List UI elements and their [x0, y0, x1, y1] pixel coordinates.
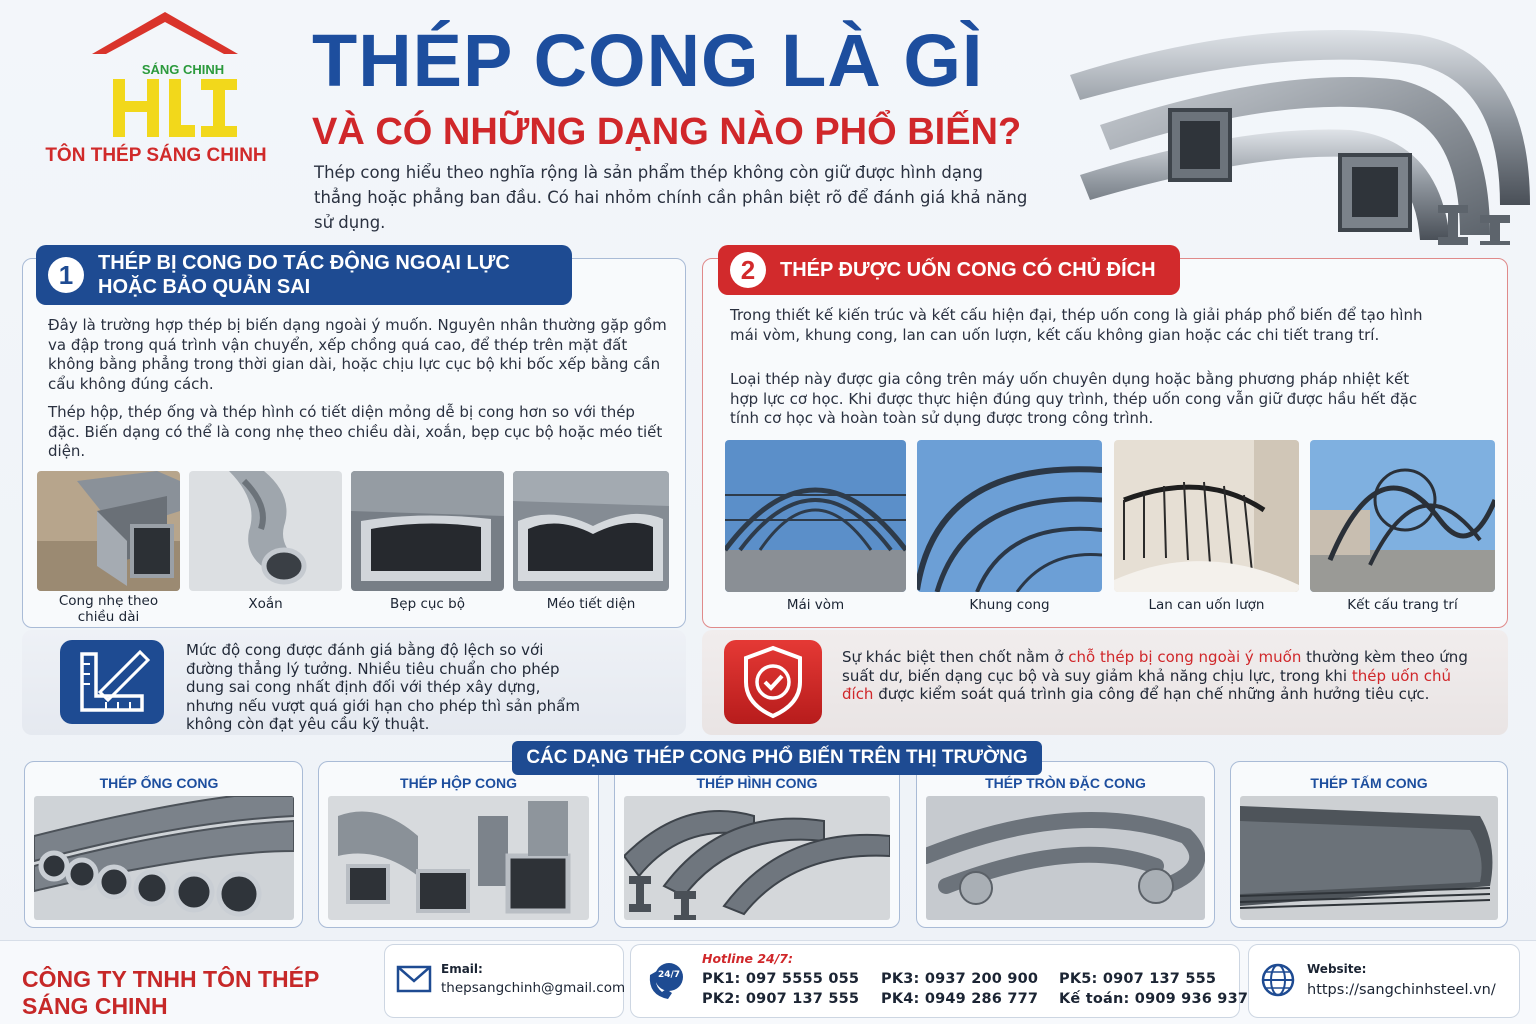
email-label: Email: [441, 962, 483, 976]
section2-number: 2 [730, 252, 766, 288]
phone-accounting-label: Kế toán: [1059, 991, 1130, 1007]
type-label-pipe: THÉP ỐNG CONG [99, 775, 219, 791]
company-logo [30, 10, 275, 166]
section2-paragraph-1: Trong thiết kế kiến trúc và kết cấu hiện đại, thép uốn cong là giải pháp phổ biến để tạo hình mái vòm, khung cong, lan can uốn lượn, kết cấu không gian hoặc các chi tiết trang trí. [730, 306, 1423, 344]
note2-part3: được kiểm soát quá trình gia công để hạn chế những ảnh hưởng tiêu cực. [873, 685, 1430, 703]
section1-header [36, 245, 572, 305]
phone-pk2-number: 0907 137 555 [745, 991, 860, 1007]
logo-company-name: TÔN THÉP SÁNG CHINH [45, 145, 267, 166]
section1-paragraph-1: Đây là trường hợp thép bị biến dạng ngoài ý muốn. Nguyên nhân thường gặp gồm va đập trong quá trình vận chuyển, xếp chồng quá cao, để thép trên mặt đất không bằng phẳng trong thời gian dài, hoặc chịu lực cục bộ khi bốc xếp bằng cần cẩu không đúng cách. [48, 316, 667, 393]
globe-icon [1260, 962, 1296, 998]
phone-24-7-icon [642, 955, 692, 1005]
logo-brand-small: SÁNG CHINH [141, 62, 225, 77]
section2-header [718, 245, 1180, 295]
curved-frame-image [917, 440, 1102, 592]
phone-pk5-number: 0907 137 555 [1102, 971, 1217, 987]
phone-pk4-label: PK4: [881, 991, 920, 1007]
phone-pk3[interactable] [881, 971, 1038, 987]
caption-bent-line2: chiều dài [77, 609, 140, 625]
logo-monogram [105, 73, 245, 141]
type-label-section: THÉP HÌNH CONG [696, 775, 818, 791]
phone-pk5[interactable] [1059, 971, 1216, 987]
phone-pk4-number: 0949 286 777 [924, 991, 1039, 1007]
section1-number: 1 [48, 257, 84, 293]
phone-pk3-number: 0937 200 900 [924, 971, 1039, 987]
phone-pk1-label: PK1: [702, 971, 741, 987]
section1-title-line2: HOẶC BẢO QUẢN SAI [98, 276, 311, 298]
types-heading: CÁC DẠNG THÉP CONG PHỔ BIẾN TRÊN THỊ TRƯỜNG [512, 741, 1042, 775]
shield-check-icon [724, 640, 822, 724]
page-title: THÉP CONG LÀ GÌ [312, 19, 984, 102]
footer-company-name: CÔNG TY TNHH TÔN THÉP SÁNG CHINH [22, 966, 319, 1019]
curved-plate-image [1240, 796, 1498, 920]
image-caption-curved-railing: Lan can uốn lượn [1148, 597, 1265, 613]
curved-box-image [328, 796, 589, 920]
phone-pk2-label: PK2: [702, 991, 741, 1007]
envelope-icon [396, 965, 432, 993]
phone-accounting-number: 0909 936 937 [1134, 991, 1249, 1007]
email-value[interactable]: thepsangchinh@gmail.com [441, 980, 626, 996]
phone-pk1[interactable] [702, 971, 859, 987]
note2-part2: thường kèm theo ứng suất dư, biến dạng cục bộ và suy giảm khả năng chịu lực, trong khi [842, 648, 1468, 685]
phone-pk1-number: 097 5555 055 [745, 971, 860, 987]
caption-bent-line1: Cong nhẹ theo [58, 593, 159, 609]
section2-paragraph-2: Loại thép này được gia công trên máy uốn chuyên dụng hoặc bằng phương pháp nhiệt kết hợp lực cơ học. Khi được thực hiện đúng quy trình, thép uốn cong vẫn giữ được hầu hết đặc tính cơ học và hoàn toàn sử dụng được trong công trình. [730, 370, 1418, 427]
type-label-box: THÉP HỘP CONG [400, 775, 517, 791]
curved-pipe-image [34, 796, 294, 920]
intro-text: Thép cong hiểu theo nghĩa rộng là sản phẩm thép không còn giữ được hình dạng thẳng hoặc phẳng ban đầu. Có hai nhỏm chính cần phân biệt rõ để đánh giá khả năng sử dụng. [314, 163, 1028, 232]
image-caption-dome-roof: Mái vòm [786, 597, 845, 613]
note2-highlight-1: chỗ thép bị cong ngoài ý muốn [1068, 648, 1302, 666]
hotline-label: Hotline 24/7: [702, 951, 793, 966]
twisted-pipe-image [189, 471, 342, 591]
phone-pk5-label: PK5: [1059, 971, 1098, 987]
curved-railing-image [1114, 440, 1299, 592]
roof-icon [90, 10, 240, 60]
phone-pk2[interactable] [702, 991, 859, 1007]
image-caption-bent-lengthwise [37, 593, 180, 625]
section1-title [98, 251, 510, 299]
curved-round-bar-image [926, 796, 1205, 920]
local-dent-image [351, 471, 504, 591]
page-subtitle: VÀ CÓ NHỮNG DẠNG NÀO PHỔ BIẾN? [312, 111, 1022, 153]
deformed-section-image [513, 471, 669, 591]
type-label-round-bar: THÉP TRÒN ĐẶC CONG [985, 775, 1146, 791]
note2-part1: Sự khác biệt then chốt nằm ở [842, 648, 1069, 666]
section1-note-text: Mức độ cong được đánh giá bằng độ lệch so với đường thẳng lý tưởng. Nhiều tiêu chuẩn cho phép dung sai cong nhất định đối với thép xây dựng, nhưng nếu vượt quá giới hạn cho phép thì sản phẩm không còn đạt yêu cầu kỹ thuật. [186, 641, 580, 733]
ruler-square-icon [60, 640, 164, 724]
image-caption-twisted: Xoắn [248, 596, 283, 612]
section1-paragraph-2: Thép hộp, thép ống và thép hình có tiết diện mỏng dễ bị cong hơn so với thép đặc. Biến dạng có thể là cong nhẹ theo chiều dài, xoắn, bẹp cục bộ hoặc méo tiết diện. [48, 403, 663, 460]
section1-title-line1: THÉP BỊ CONG DO TÁC ĐỘNG NGOẠI LỰC [98, 252, 510, 274]
image-caption-local-dent: Bẹp cục bộ [390, 596, 465, 612]
phone-accounting[interactable] [1059, 991, 1248, 1007]
hotline-badge: 24/7 [657, 970, 681, 980]
section2-note-text [842, 648, 1482, 704]
hero-curved-steel-image [1060, 5, 1536, 245]
phone-pk4[interactable] [881, 991, 1038, 1007]
type-label-plate: THÉP TẤM CONG [1310, 775, 1428, 791]
note2-highlight-2: thép uốn chủ đích [842, 666, 1451, 703]
image-caption-curved-frame: Khung cong [969, 597, 1050, 613]
bent-lengthwise-image [37, 471, 180, 591]
section2-title: THÉP ĐƯỢC UỐN CONG CÓ CHỦ ĐÍCH [780, 259, 1156, 281]
image-caption-deformed-section: Méo tiết diện [546, 596, 636, 612]
image-caption-decorative-structure: Kết cấu trang trí [1347, 597, 1458, 613]
phone-pk3-label: PK3: [881, 971, 920, 987]
website-label: Website: [1307, 962, 1367, 976]
website-link[interactable]: https://sangchinhsteel.vn/ [1307, 982, 1496, 998]
dome-roof-image [725, 440, 906, 592]
decorative-structure-image [1310, 440, 1495, 592]
curved-section-image [624, 796, 890, 920]
